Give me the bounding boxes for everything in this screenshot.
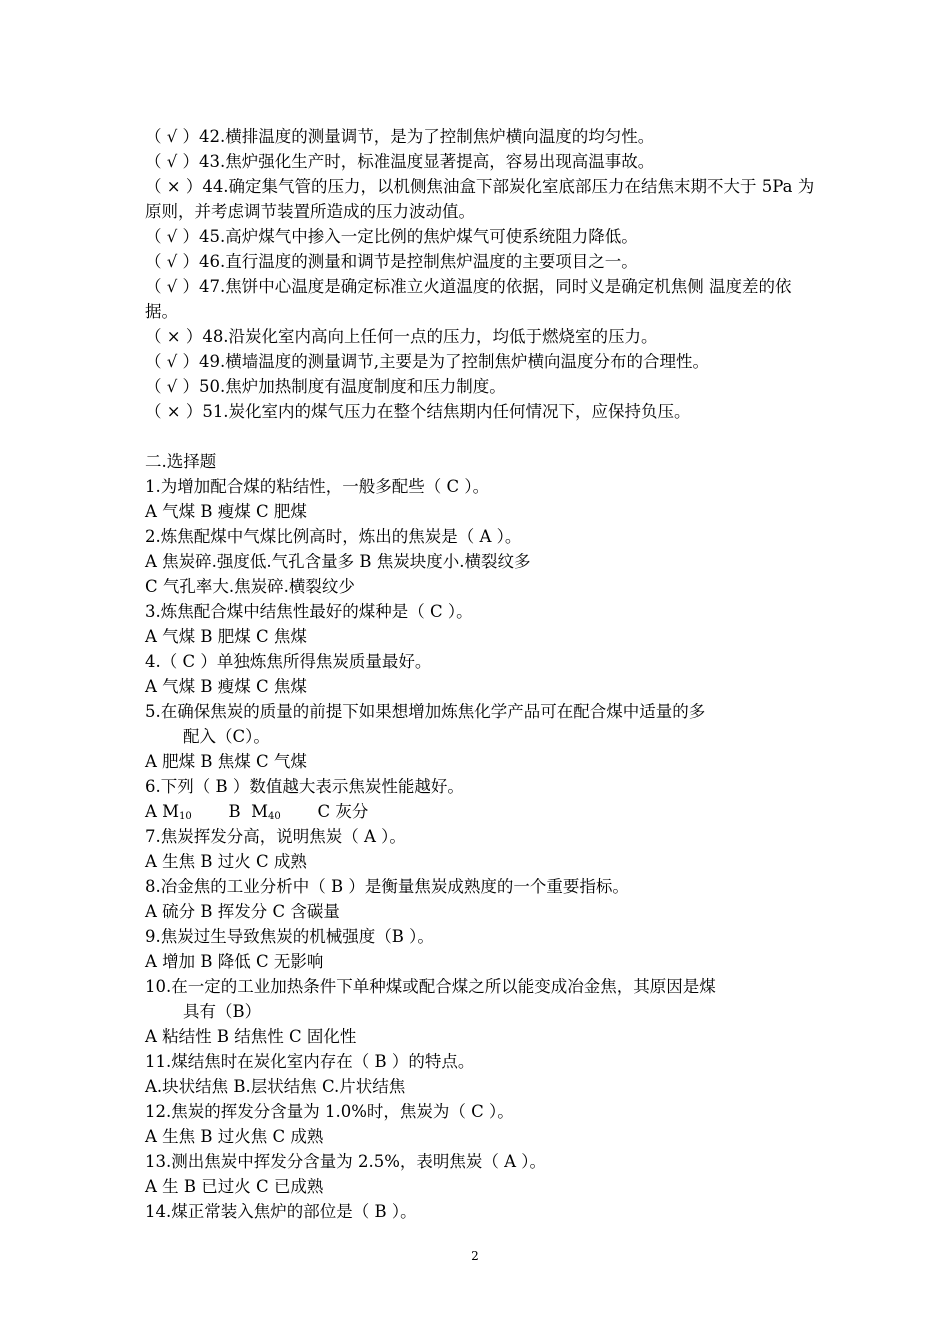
question-7: 7.焦炭挥发分高，说明焦炭（ A ）。 [145,827,406,846]
question-4-options: A 气煤 B 瘦煤 C 焦煤 [145,677,307,696]
option-b-subscript: 40 [268,811,281,822]
judgement-item-48: （ × ）48.沿炭化室内高向上任何一点的压力，均低于燃烧室的压力。 [145,327,658,346]
question-2: 2.炼焦配煤中气煤比例高时，炼出的焦炭是（ A ）。 [145,527,522,546]
question-6-options [145,799,815,824]
question-10: 10.在一定的工业加热条件下单种煤或配合煤之所以能变成冶金焦，其原因是煤 [145,977,716,996]
judgement-item-47: （ √ ）47.焦饼中心温度是确定标准立火道温度的依据，同时义是确定机焦侧 温度差的依据。 [145,277,792,321]
question-11-options: A.块状结焦 B.层状结焦 C.片状结焦 [145,1077,406,1096]
option-b: B M [191,802,269,821]
judgement-item-51: （ × ）51.炭化室内的煤气压力在整个结焦期内任何情况下，应保持负压。 [145,402,691,421]
question-3: 3.炼焦配合煤中结焦性最好的煤种是（ C ）。 [145,602,473,621]
option-a-subscript: 10 [179,811,192,822]
question-5-options: A 肥煤 B 焦煤 C 气煤 [145,752,307,771]
option-a: A M [145,802,180,821]
section-gap [145,424,815,449]
page-number: 2 [471,1249,479,1263]
question-5: 5.在确保焦炭的质量的前提下如果想增加炼焦化学产品可在配合煤中适量的多 [145,702,706,721]
judgement-item-42: （ √ ）42.横排温度的测量调节，是为了控制焦炉横向温度的均匀性。 [145,127,655,146]
judgement-item-45: （ √ ）45.高炉煤气中掺入一定比例的焦炉煤气可使系统阻力降低。 [145,227,638,246]
section-title: 二.选择题 [145,452,217,471]
judgement-item-46: （ √ ）46.直行温度的测量和调节是控制焦炉温度的主要项目之一。 [145,252,638,271]
judgement-item-49: （ √ ）49.横墙温度的测量调节,主要是为了控制焦炉横向温度分布的合理性。 [145,352,709,371]
question-9: 9.焦炭过生导致焦炭的机械强度（B ）。 [145,927,434,946]
question-2-options-line2: C 气孔率大.焦炭碎.横裂纹少 [145,577,355,596]
question-12-options: A 生焦 B 过火焦 C 成熟 [145,1127,324,1146]
judgement-item-50: （ √ ）50.焦炉加热制度有温度制度和压力制度。 [145,377,506,396]
question-8-options: A 硫分 B 挥发分 C 含碳量 [145,902,340,921]
question-2-options-line1: A 焦炭碎.强度低.气孔含量多 B 焦炭块度小.横裂纹多 [145,552,531,571]
option-c: C 灰分 [280,802,369,821]
question-4: 4.（ C ）单独炼焦所得焦炭质量最好。 [145,652,432,671]
question-13: 13.测出焦炭中挥发分含量为 2.5%，表明焦炭（ A ）。 [145,1152,547,1171]
question-5-continuation: 配入（C）。 [183,727,270,746]
question-13-options: A 生 B 已过火 C 已成熟 [145,1177,324,1196]
question-9-options: A 增加 B 降低 C 无影响 [145,952,324,971]
question-10-continuation: 具有（B） [183,1002,262,1021]
question-1: 1.为增加配合煤的粘结性，一般多配些（ C ）。 [145,477,490,496]
question-7-options: A 生焦 B 过火 C 成熟 [145,852,307,871]
question-14: 14.煤正常装入焦炉的部位是（ B ）。 [145,1202,417,1221]
question-11: 11.煤结焦时在炭化室内存在（ B ）的特点。 [145,1052,475,1071]
question-12: 12.焦炭的挥发分含量为 1.0%时，焦炭为（ C ）。 [145,1102,514,1121]
question-3-options: A 气煤 B 肥煤 C 焦煤 [145,627,307,646]
question-6: 6.下列（ B ）数值越大表示焦炭性能越好。 [145,777,464,796]
question-8: 8.冶金焦的工业分析中（ B ）是衡量焦炭成熟度的一个重要指标。 [145,877,629,896]
question-10-options: A 粘结性 B 结焦性 C 固化性 [145,1027,357,1046]
judgement-list [145,124,815,424]
document-page [145,124,815,1224]
judgement-item-43: （ √ ）43.焦炉强化生产时，标准温度显著提高，容易出现高温事故。 [145,152,655,171]
question-1-options: A 气煤 B 瘦煤 C 肥煤 [145,502,307,521]
choice-list [145,474,815,1224]
judgement-item-44: （ × ）44.确定集气管的压力，以机侧焦油盒下部炭化室底部压力在结焦末期不大于 5Pa 为原则，并考虑调节装置所造成的压力波动值。 [145,177,815,221]
